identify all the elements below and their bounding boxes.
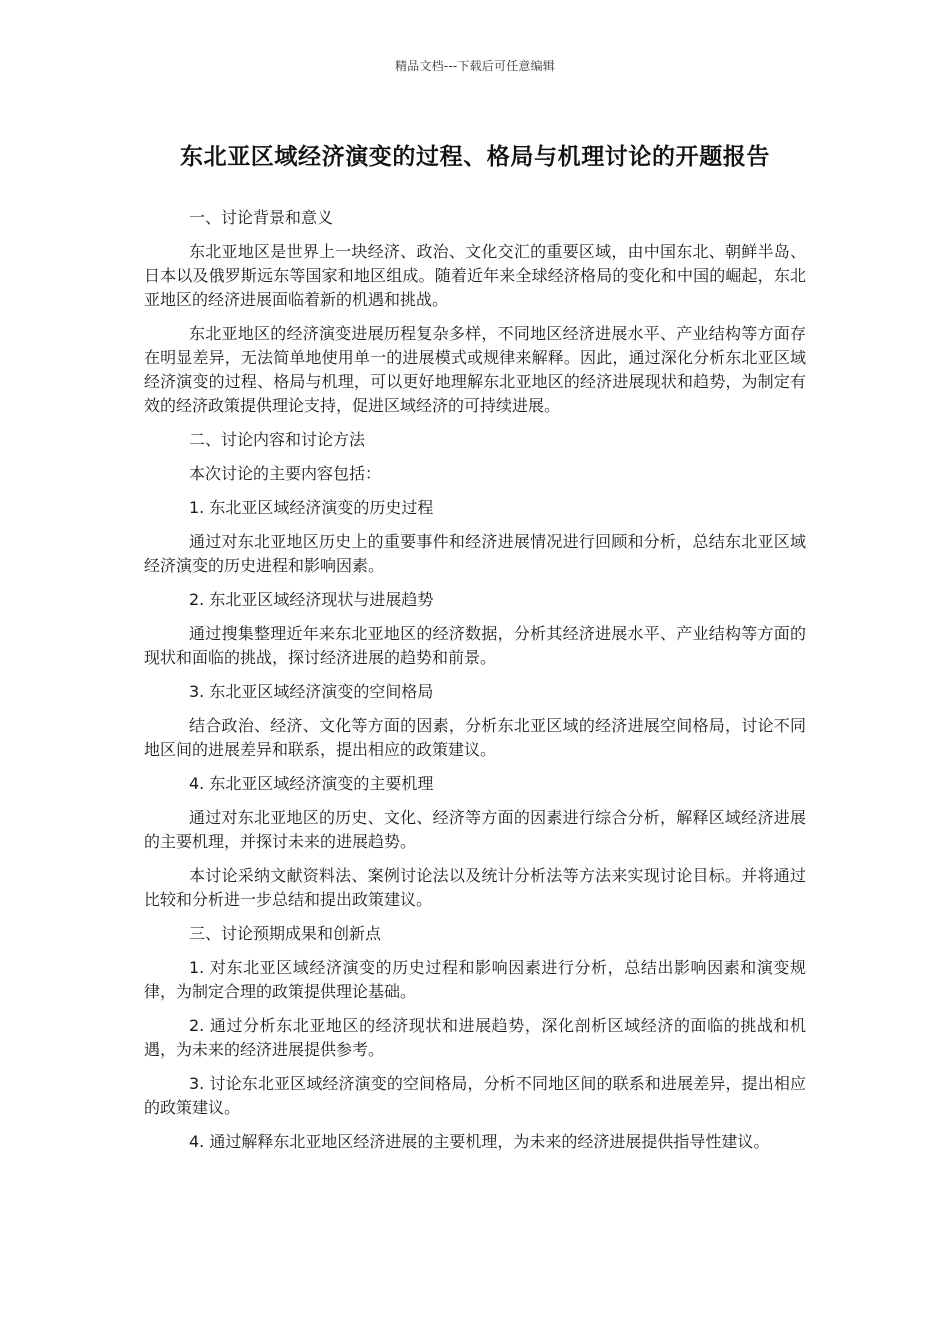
item-paragraph-1: 通过对东北亚地区历史上的重要事件和经济进展情况进行回顾和分析，总结东北亚区域经济演变的历史进程和影响因素。: [144, 532, 806, 575]
header-note: 精品文档---下载后可任意编辑: [395, 59, 555, 73]
item-paragraph-2: 通过搜集整理近年来东北亚地区的经济数据，分析其经济进展水平、产业结构等方面的现状和面临的挑战，探讨经济进展的趋势和前景。: [144, 624, 806, 667]
item-heading-3: 3. 东北亚区域经济演变的空间格局: [189, 682, 434, 701]
outcome-item-3: 3. 讨论东北亚区域经济演变的空间格局，分析不同地区间的联系和进展差异，提出相应的政策建议。: [144, 1074, 806, 1117]
outcome-item-4: 4. 通过解释东北亚地区经济进展的主要机理，为未来的经济进展提供指导性建议。: [189, 1132, 770, 1151]
item-heading-2: 2. 东北亚区域经济现状与进展趋势: [189, 590, 434, 609]
item-paragraph-4: 通过对东北亚地区的历史、文化、经济等方面的因素进行综合分析，解释区域经济进展的主要机理，并探讨未来的进展趋势。: [144, 808, 806, 851]
outcome-item-1: 1. 对东北亚区域经济演变的历史过程和影响因素进行分析，总结出影响因素和演变规律，为制定合理的政策提供理论基础。: [144, 958, 806, 1001]
outcome-item-2: 2. 通过分析东北亚地区的经济现状和进展趋势，深化剖析区域经济的面临的挑战和机遇，为未来的经济进展提供参考。: [144, 1016, 806, 1059]
section-heading-outcomes: 三、讨论预期成果和创新点: [189, 924, 382, 943]
paragraph-background-1: 东北亚地区是世界上一块经济、政治、文化交汇的重要区域，由中国东北、朝鲜半岛、日本以及俄罗斯远东等国家和地区组成。随着近年来全球经济格局的变化和中国的崛起，东北亚地区的经济进展面临着新的机遇和挑战。: [144, 242, 806, 309]
item-heading-1: 1. 东北亚区域经济演变的历史过程: [189, 498, 434, 517]
document-title: 东北亚区域经济演变的过程、格局与机理讨论的开题报告: [180, 144, 770, 170]
item-heading-4: 4. 东北亚区域经济演变的主要机理: [189, 774, 434, 793]
paragraph-content-intro: 本次讨论的主要内容包括：: [189, 464, 382, 483]
item-paragraph-3: 结合政治、经济、文化等方面的因素，分析东北亚区域的经济进展空间格局，讨论不同地区间的进展差异和联系，提出相应的政策建议。: [144, 716, 806, 759]
section-heading-background: 一、讨论背景和意义: [189, 208, 334, 227]
document-body: [144, 206, 806, 1164]
paragraph-methods: 本讨论采纳文献资料法、案例讨论法以及统计分析法等方法来实现讨论目标。并将通过比较和分析进一步总结和提出政策建议。: [144, 866, 806, 909]
section-heading-content-methods: 二、讨论内容和讨论方法: [189, 430, 366, 449]
paragraph-background-2: 东北亚地区的经济演变进展历程复杂多样，不同地区经济进展水平、产业结构等方面存在明显差异，无法简单地使用单一的进展模式或规律来解释。因此，通过深化分析东北亚区域经济演变的过程、格局与机理，可以更好地理解东北亚地区的经济进展现状和趋势，为制定有效的经济政策提供理论支持，促进区域经济的可持续进展。: [144, 324, 806, 415]
